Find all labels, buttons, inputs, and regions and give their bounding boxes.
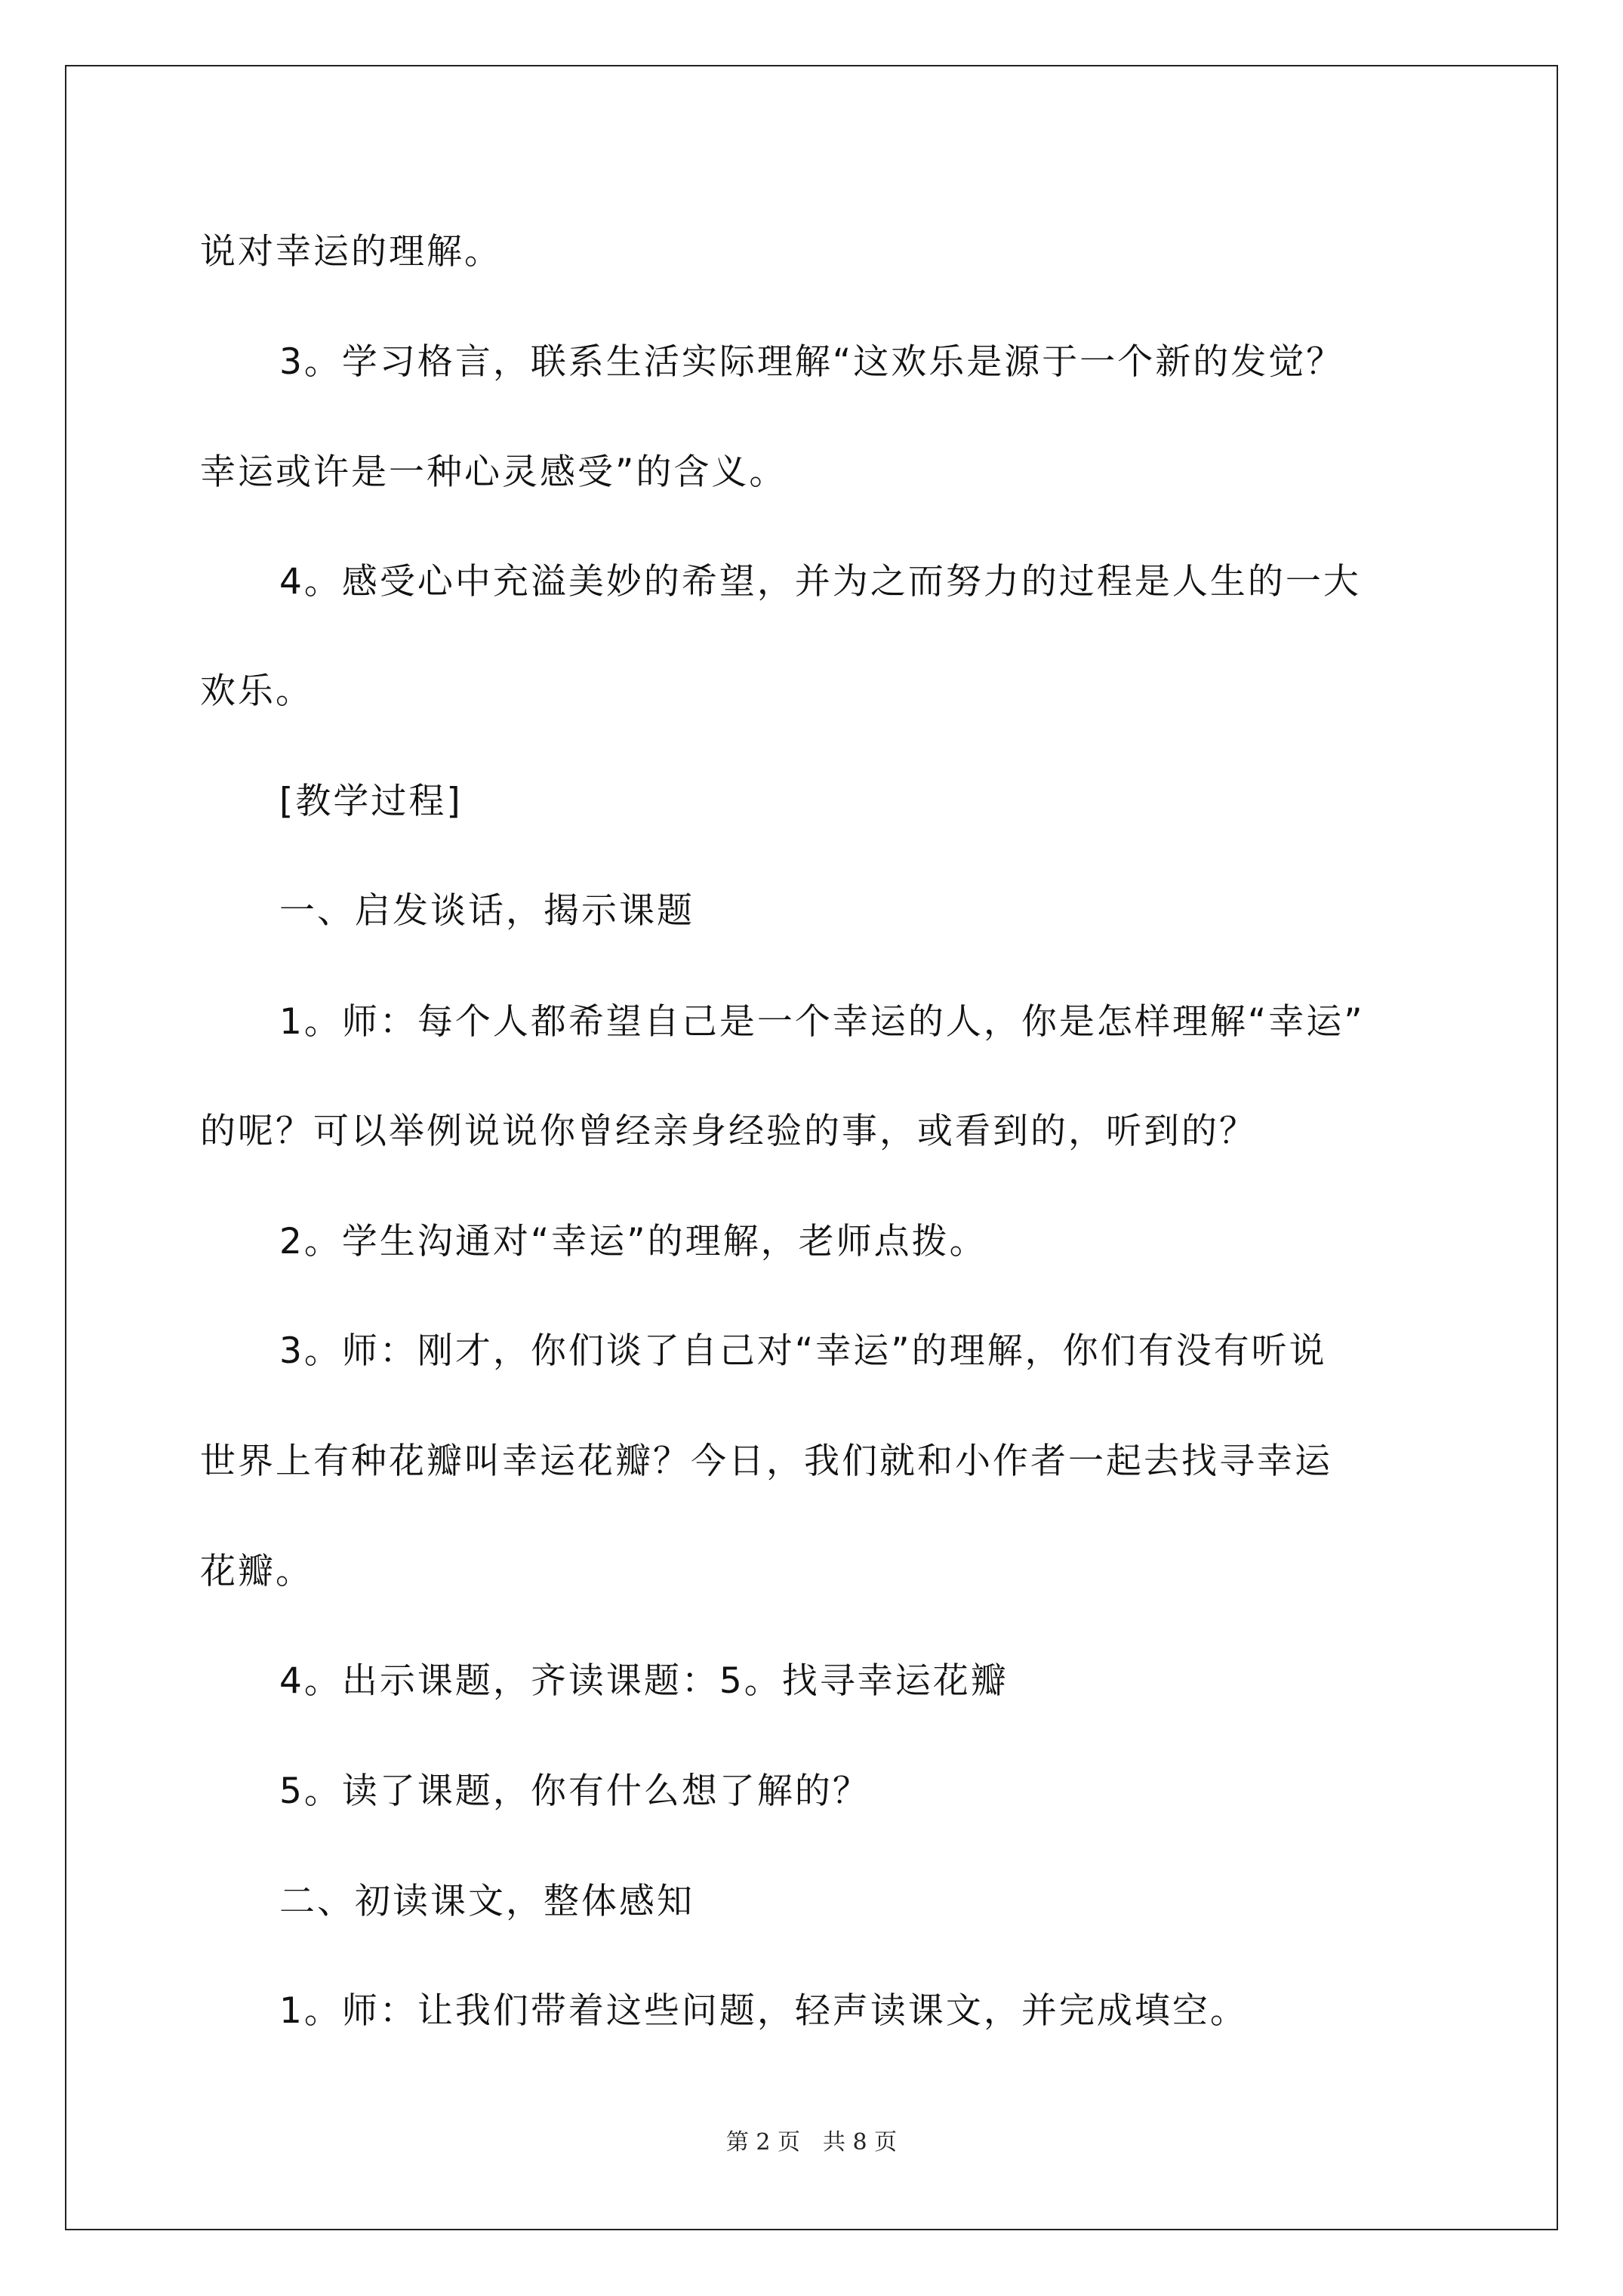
text-line: 4。感受心中充溢美妙的希望，并为之而努力的过程是人生的一大 xyxy=(279,561,1361,603)
text-line: 欢乐。 xyxy=(200,670,313,712)
text-line: 幸运或许是一种心灵感受”的含义。 xyxy=(200,451,787,493)
text-line: 5。读了课题，你有什么想了解的？ xyxy=(279,1771,870,1812)
text-line: 世界上有种花瓣叫幸运花瓣？今日，我们就和小作者一起去找寻幸运 xyxy=(200,1441,1332,1482)
section-heading: [教学过程] xyxy=(279,781,463,822)
text-line: 花瓣。 xyxy=(200,1551,313,1592)
section-heading: 一、启发谈话，揭示课题 xyxy=(279,890,694,932)
text-line: 1。师：让我们带着这些问题，轻声读课文，并完成填空。 xyxy=(279,1990,1248,2032)
text-line: 3。师：刚才，你们谈了自己对“幸运”的理解，你们有没有听说 xyxy=(279,1330,1327,1372)
page-number: 第 2 页 共 8 页 xyxy=(725,2129,898,2156)
text-line: 3。学习格言，联系生活实际理解“这欢乐是源于一个新的发觉？ xyxy=(279,341,1344,383)
text-line: 的呢？可以举例说说你曾经亲身经验的事，或看到的，听到的？ xyxy=(200,1111,1257,1152)
text-line: 说对幸运的理解。 xyxy=(200,231,502,273)
text-line: 2。学生沟通对“幸运”的理解，老师点拨。 xyxy=(279,1221,987,1262)
section-heading: 二、初读课文，整体感知 xyxy=(279,1881,694,1922)
text-line: 1。师：每个人都希望自己是一个幸运的人，你是怎样理解“幸运” xyxy=(279,1001,1365,1043)
page-footer xyxy=(0,2128,1623,2158)
text-line: 4。出示课题，齐读课题：5。找寻幸运花瓣 xyxy=(279,1660,1009,1702)
